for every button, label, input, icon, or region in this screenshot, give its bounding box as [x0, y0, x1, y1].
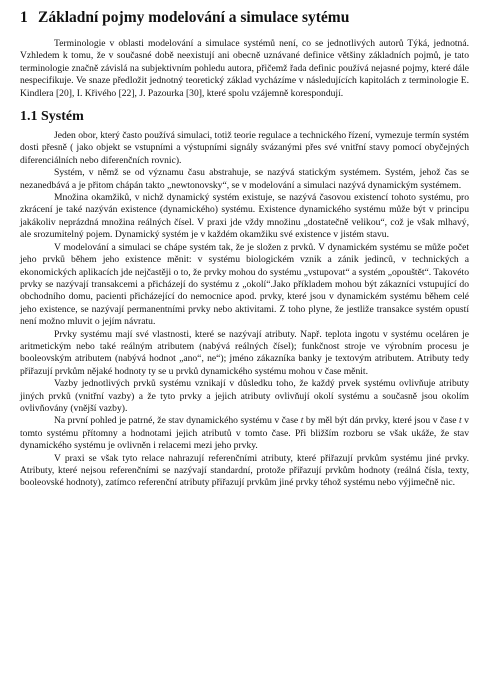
paragraph-2: Systém, v němž se od významu času abstrahuje, se nazývá statickým systémem. Systém, jehož čas se nezanedbává a je přitom chápán takto „newtonovsky“, se v modelování a simulaci nazývá dynamickým systémem. [20, 167, 469, 191]
paragraph-6: Vazby jednotlivých prvků systému vznikají v důsledku toho, že každý prvek systému ovlivňuje atributy jiných prvků (vnitřní vazby) a že tyto prvky a jejich atributy ovlivňují okolí systému a současně jsou okolím ovlivňovány (vnější vazby). [20, 378, 469, 414]
chapter-title: Základní pojmy modelování a simulace sytému [38, 9, 350, 26]
section-number: 1.1 [20, 109, 38, 125]
time-variable: t [459, 415, 462, 427]
paragraph-4: V modelování a simulaci se chápe systém tak, že je složen z prvků. V dynamickém systému se může počet jeho prvků během jeho existence měnit: v systému biologickém vznik a zánik jedinců, v technických a ekonomických aplikacích jde nejčastěji o to, že prvky mohou do systému „vstupovat“ a systém „opouštět“. Takovéto prvky se nazývají transakcemi a přicházejí do systému z „okolí“.Jako příkladem mohou být zákazníci vstupující do obchodního domu, pacienti přicházející do nemocnice apod. prvky, které jsou v dynamickém systému během celé jeho existence, se nazývají permanentními prvky nebo aktivitami. Z toho plyne, že jestliže transakce systém opustí není možno mluvit o jejím návratu. [20, 241, 469, 328]
paragraph-3: Množina okamžiků, v nichž dynamický systém existuje, se nazývá časovou existencí tohoto systému, pro zkrácení je také nazýván existence (dynamického) systému. Existence dynamického systému může být v principu jakákoliv neprázdná množina reálných čísel. V praxi jde vždy množinu „dostatečně velikou“, což je však mlhavý, ale srozumitelný pojem. Dynamický systém je v každém okamžiku své existence v jistém stavu. [20, 192, 469, 241]
paragraph-7-part-c: v tomto systému přítomny a hodnotami jejich atributů v tomto čase. Při bližším rozboru se však ukáže, že stav dynamického systému je ovlivněn i relacemi mezi jeho prvky. [20, 415, 469, 452]
paragraph-7 [20, 415, 469, 452]
intro-paragraph: Terminologie v oblasti modelování a simulace systémů není, co se jednotlivých autorů Týká, jednotná. Vzhledem k tomu, že v současné době neexistují ani obecně uznávané definice většiny základních pojmů, je tato terminologie značně závislá na subjektivním pohledu autora, přičemž řada definic používá nejasné pojmy, které dále nespecifikuje. Ve snaze předložit jednotný teoretický základ vycházíme v následujících kapitolách z terminologie E. Kindlera [20], I. Křivého [22], J. Pazourka [30], které spolu vzájemně korespondují. [20, 38, 469, 99]
paragraph-5: Prvky systému mají své vlastnosti, které se nazývají atributy. Např. teplota ingotu v systému oceláren je aritmetickým nebo také reálným atributem (nabývá reálných čísel); funkčnost stroje ve výrobním procesu je booleovským atributem (nabývá hodnot „ano“, ne“); jméno zákazníka banky je textovým atributem. Atributy tedy přiřazují prvkům nějaké hodnoty ty se u prvků dynamického systému mohou v čase měnit. [20, 328, 469, 377]
section-heading [20, 108, 469, 126]
time-variable: t [300, 415, 304, 427]
chapter-number: 1 [20, 9, 28, 26]
paragraph-7-part-a: Na první pohled je patrné, že stav dynamického systému v čase [54, 415, 301, 427]
section-title: Systém [41, 109, 84, 125]
paragraph-1: Jeden obor, který často používá simulaci, totiž teorie regulace a technického řízení, vymezuje termín systém dosti přesně ( jako objekt se vstupními a výstupními signály svázanými přes své vnitřní stavy pomocí obyčejných diferenciálních nebo diferenčních rovnic). [20, 130, 469, 166]
paragraph-8: V praxi se však tyto relace nahrazují referenčními atributy, které přiřazují prvkům systému jiné prvky. Atributy, které nejsou referenčními se nazývají standardní, protože přiřazují prvkům hodnoty (reálná čísla, texty, booleovské hodnoty), zatímco referenční atributy přiřazují prvkům jiné prvky téhož systému nebo výjimečně nic. [20, 452, 469, 489]
chapter-heading [20, 8, 469, 28]
paragraph-7-part-b: by měl být dán prvky, které jsou v čase [303, 415, 460, 427]
